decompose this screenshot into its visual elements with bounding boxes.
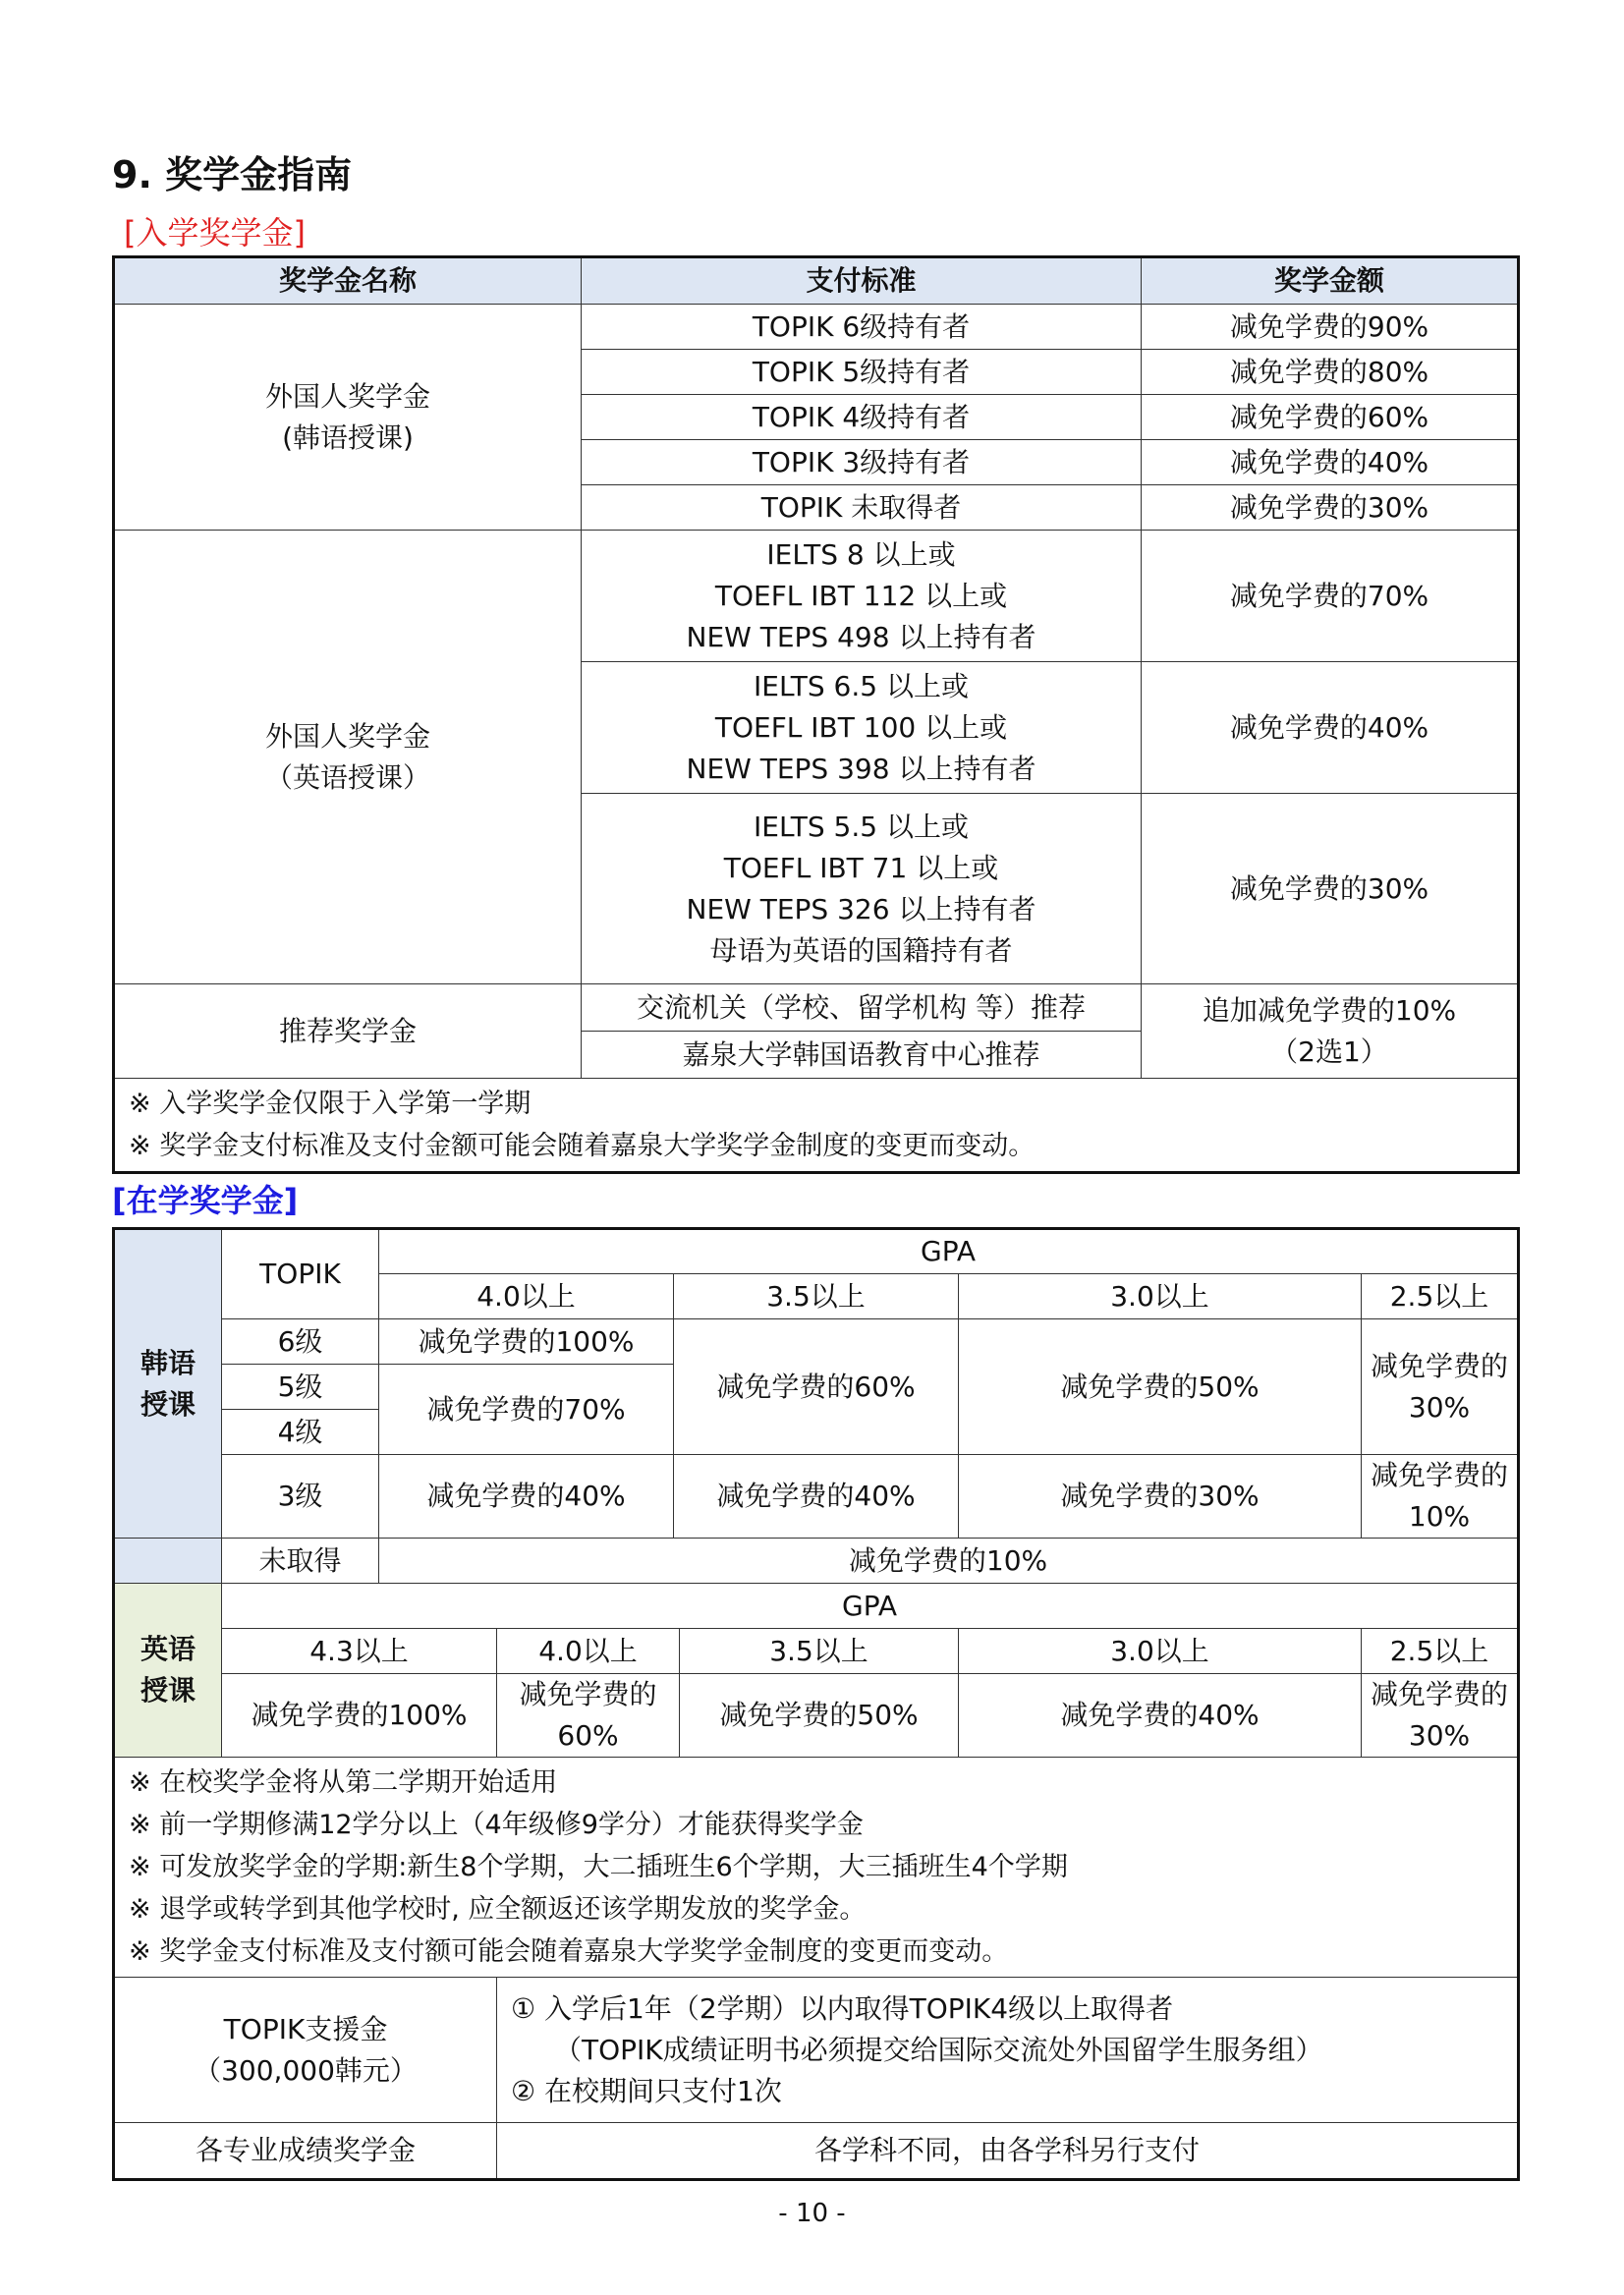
- amount-cell: 减免学费的30%: [959, 1455, 1362, 1539]
- criteria-cell: IELTS 6.5 以上或 TOEFL IBT 100 以上或 NEW TEPS 398 以上持有者: [582, 662, 1142, 794]
- table-row: [114, 1629, 1519, 1674]
- amount-cell: 追加减免学费的10% （2选1）: [1142, 984, 1519, 1079]
- gpa-col-header: 2.5以上: [1362, 1629, 1519, 1674]
- amount-cell: 减免学费的10%: [1362, 1455, 1519, 1539]
- table-row: [114, 1584, 1519, 1629]
- amount-cell: 减免学费的40%: [1142, 440, 1519, 485]
- gpa-header: GPA: [222, 1584, 1519, 1629]
- gpa-header: GPA: [379, 1229, 1519, 1274]
- notes-row: [114, 1758, 1519, 1978]
- major-scholarship-description: 各学科不同，由各学科另行支付: [497, 2123, 1519, 2180]
- english-course-scholarship-name: 外国人奖学金 （英语授课）: [114, 531, 582, 984]
- enrolled-scholarship-title: [在学奖学金]: [112, 1182, 299, 1219]
- criteria-cell: IELTS 8 以上或 TOEFL IBT 112 以上或 NEW TEPS 498 以上持有者: [582, 531, 1142, 662]
- amount-cell: 减免学费的70%: [379, 1365, 674, 1455]
- korean-course-label: 韩语 授课: [114, 1229, 222, 1539]
- gpa-col-header: 3.5以上: [674, 1274, 959, 1319]
- gpa-col-header: 3.0以上: [959, 1629, 1362, 1674]
- table-row: [114, 1978, 1519, 2123]
- amount-cell: 减免学费的30%: [1142, 485, 1519, 531]
- amount-cell: 减免学费的60%: [497, 1674, 680, 1758]
- table-row: [114, 984, 1519, 1032]
- admission-scholarship-table: [112, 255, 1520, 1174]
- amount-cell: 减免学费的40%: [379, 1455, 674, 1539]
- criteria-cell: TOPIK 5级持有者: [582, 350, 1142, 395]
- amount-cell: 减免学费的100%: [222, 1674, 497, 1758]
- topik-level: 6级: [222, 1319, 379, 1365]
- admission-notes: ※ 入学奖学金仅限于入学第一学期 ※ 奖学金支付标准及支付金额可能会随着嘉泉大学奖学金制度的变更而变动。: [114, 1079, 1519, 1173]
- major-scholarship-name: 各专业成绩奖学金: [114, 2123, 497, 2180]
- enrolled-notes: ※ 在校奖学金将从第二学期开始适用 ※ 前一学期修满12学分以上（4年级修9学分）才能获得奖学金 ※ 可发放奖学金的学期:新生8个学期，大二插班生6个学期，大三插班生4个学期 ※ 退学或转学到其他学校时, 应全额返还该学期发放的奖学金。 ※ 奖学金支付标准及支付额可能会随着嘉泉大学奖学金制度的变更而变动。: [114, 1758, 1519, 1978]
- amount-cell: 减免学费的30%: [1142, 794, 1519, 984]
- section-title: 9. 奖学金指南: [112, 153, 353, 196]
- amount-cell: 减免学费的30%: [1362, 1674, 1519, 1758]
- amount-cell: 减免学费的90%: [1142, 305, 1519, 350]
- gpa-col-header: 4.0以上: [497, 1629, 680, 1674]
- criteria-cell: TOPIK 3级持有者: [582, 440, 1142, 485]
- amount-cell: 减免学费的40%: [674, 1455, 959, 1539]
- criteria-cell: TOPIK 4级持有者: [582, 395, 1142, 440]
- header-criteria: 支付标准: [582, 257, 1142, 305]
- amount-cell: 减免学费的80%: [1142, 350, 1519, 395]
- amount-cell: 减免学费的50%: [959, 1319, 1362, 1455]
- gpa-col-header: 2.5以上: [1362, 1274, 1519, 1319]
- amount-cell: 减免学费的100%: [379, 1319, 674, 1365]
- header-amount: 奖学金额: [1142, 257, 1519, 305]
- criteria-cell: TOPIK 未取得者: [582, 485, 1142, 531]
- topik-support-name: TOPIK支援金 （300,000韩元）: [114, 1978, 497, 2123]
- english-course-label: 英语 授课: [114, 1584, 222, 1758]
- criteria-cell: 嘉泉大学韩国语教育中心推荐: [582, 1032, 1142, 1079]
- amount-cell: 减免学费的60%: [674, 1319, 959, 1455]
- topik-level: 未取得: [222, 1539, 379, 1584]
- topik-support-description: ① 入学后1年（2学期）以内取得TOPIK4级以上取得者 （TOPIK成绩证明书必须提交给国际交流处外国留学生服务组） ② 在校期间只支付1次: [497, 1978, 1519, 2123]
- enrolled-scholarship-table: [112, 1227, 1520, 2181]
- gpa-col-header: 4.0以上: [379, 1274, 674, 1319]
- table-row: [114, 305, 1519, 350]
- table-row: [114, 1319, 1519, 1365]
- admission-scholarship-title: [入学奖学金]: [124, 214, 306, 252]
- amount-cell: 减免学费的60%: [1142, 395, 1519, 440]
- amount-cell: 减免学费的30%: [1362, 1319, 1519, 1455]
- page-number: - 10 -: [778, 2199, 846, 2228]
- header-scholarship-name: 奖学金名称: [114, 257, 582, 305]
- amount-cell: 减免学费的40%: [959, 1674, 1362, 1758]
- table-row: [114, 531, 1519, 662]
- recommend-scholarship-name: 推荐奖学金: [114, 984, 582, 1079]
- table-row: [114, 1455, 1519, 1539]
- criteria-cell: IELTS 5.5 以上或 TOEFL IBT 71 以上或 NEW TEPS 326 以上持有者 母语为英语的国籍持有者: [582, 794, 1142, 984]
- amount-cell: 减免学费的10%: [379, 1539, 1519, 1584]
- table-row: [114, 1674, 1519, 1758]
- topik-level: 5级: [222, 1365, 379, 1410]
- korean-course-scholarship-name: 外国人奖学金 (韩语授课): [114, 305, 582, 531]
- table-header-row: [114, 257, 1519, 305]
- gpa-col-header: 3.0以上: [959, 1274, 1362, 1319]
- topik-header: TOPIK: [222, 1229, 379, 1319]
- criteria-cell: TOPIK 6级持有者: [582, 305, 1142, 350]
- table-row: [114, 1539, 1519, 1584]
- amount-cell: 减免学费的40%: [1142, 662, 1519, 794]
- topik-level: 4级: [222, 1410, 379, 1455]
- criteria-cell: 交流机关（学校、留学机构 等）推荐: [582, 984, 1142, 1032]
- korean-course-label-ext: [114, 1539, 222, 1584]
- table-row: [114, 2123, 1519, 2180]
- amount-cell: 减免学费的50%: [680, 1674, 959, 1758]
- topik-level: 3级: [222, 1455, 379, 1539]
- page-content: [112, 147, 1517, 2181]
- notes-row: [114, 1079, 1519, 1173]
- gpa-col-header: 3.5以上: [680, 1629, 959, 1674]
- table-row: [114, 1229, 1519, 1274]
- amount-cell: 减免学费的70%: [1142, 531, 1519, 662]
- gpa-col-header: 4.3以上: [222, 1629, 497, 1674]
